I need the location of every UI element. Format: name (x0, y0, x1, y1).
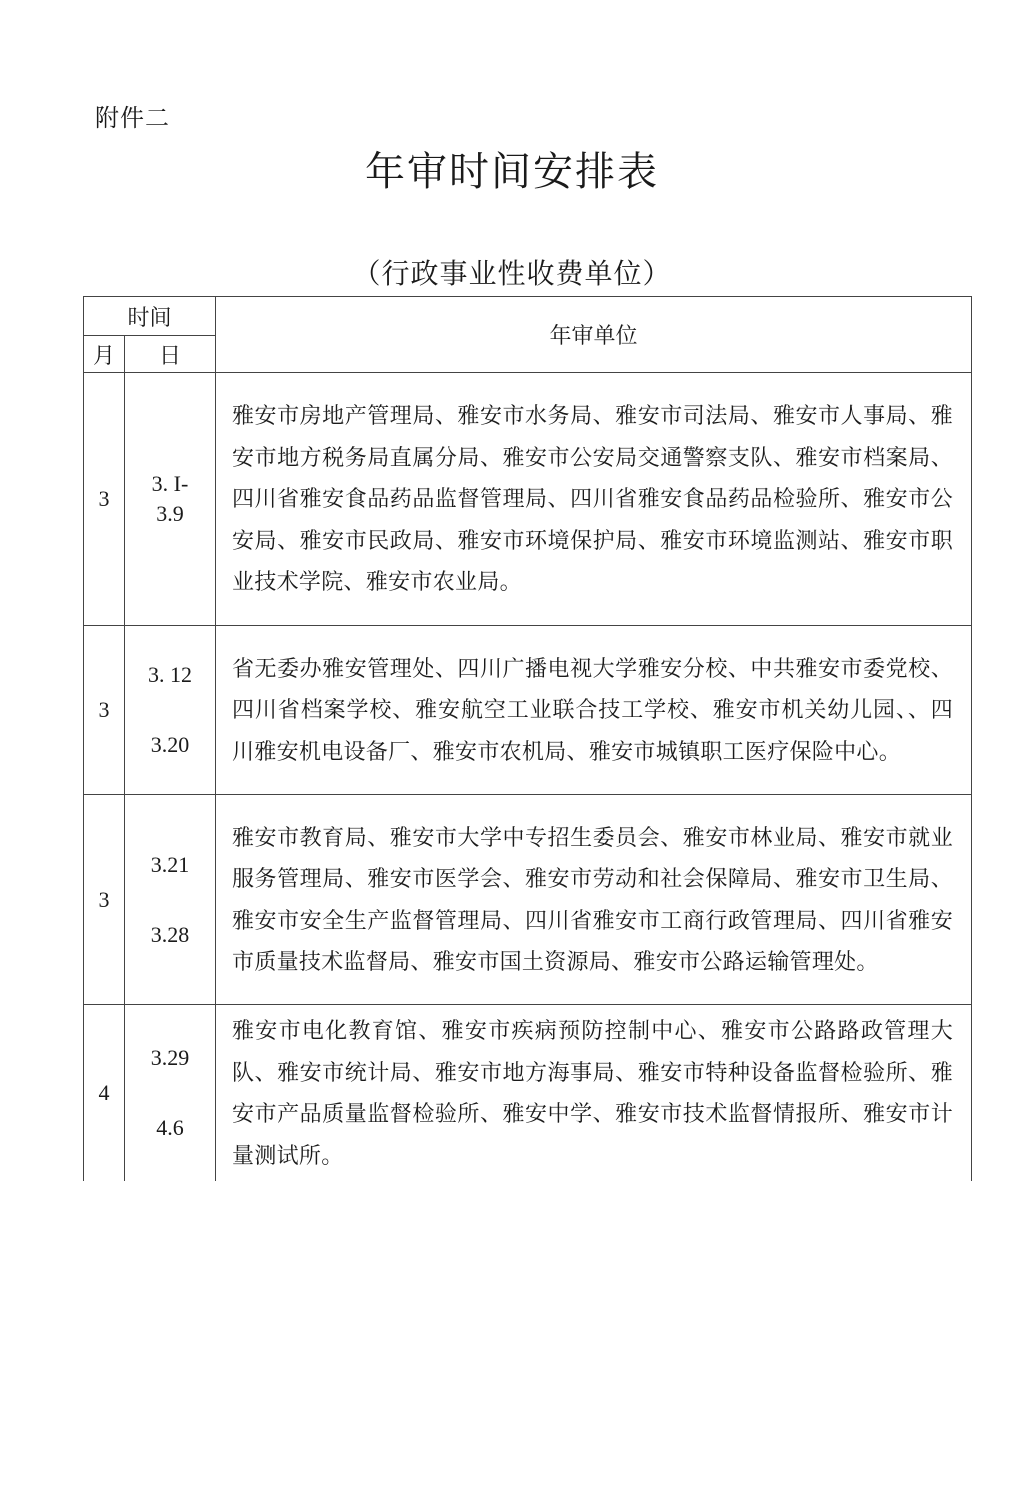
row-day (125, 1005, 216, 1182)
row-day (125, 795, 216, 1005)
table-row (84, 373, 972, 626)
day-end: 4.6 (156, 1115, 184, 1140)
row-day (125, 373, 216, 626)
day-start: 3. I- (151, 471, 189, 496)
row-units: 雅安市电化教育馆、雅安市疾病预防控制中心、雅安市公路路政管理大队、雅安市统计局、雅安市地方海事局、雅安市特种设备监督检验所、雅安市产品质量监督检验所、雅安中学、雅安市技术监督情报所、雅安市计量测试所。 (216, 1005, 972, 1182)
table-row (84, 1005, 972, 1182)
day-end: 3.9 (156, 501, 184, 526)
row-month: 3 (84, 373, 125, 626)
header-day: 日 (125, 336, 216, 373)
row-month: 4 (84, 1005, 125, 1182)
page-subtitle: （行政事业性收费单位） (352, 257, 672, 290)
day-end: 3.28 (150, 921, 190, 947)
page-title: 年审时间安排表 (365, 149, 659, 195)
schedule-table (83, 296, 972, 1181)
day-start: 3.21 (150, 851, 190, 877)
row-month: 3 (84, 795, 125, 1005)
day-end: 3.20 (150, 732, 190, 757)
table-header-row (84, 297, 972, 336)
header-month: 月 (84, 336, 125, 373)
row-day (125, 626, 216, 795)
table-row (84, 795, 972, 1005)
row-units: 雅安市房地产管理局、雅安市水务局、雅安市司法局、雅安市人事局、雅安市地方税务局直属分局、雅安市公安局交通警察支队、雅安市档案局、四川省雅安食品药品监督管理局、四川省雅安食品药品检验所、雅安市公安局、雅安市民政局、雅安市环境保护局、雅安市环境监测站、雅安市职业技术学院、雅安市农业局。 (216, 373, 972, 626)
day-start: 3. 12 (148, 662, 192, 687)
row-month: 3 (84, 626, 125, 795)
header-units: 年审单位 (216, 297, 972, 373)
header-time: 时间 (84, 297, 216, 336)
day-start: 3.29 (150, 1045, 190, 1070)
attachment-label: 附件二 (95, 104, 170, 132)
table-row (84, 626, 972, 795)
row-units: 雅安市教育局、雅安市大学中专招生委员会、雅安市林业局、雅安市就业服务管理局、雅安市医学会、雅安市劳动和社会保障局、雅安市卫生局、雅安市安全生产监督管理局、四川省雅安市工商行政管理局、四川省雅安市质量技术监督局、雅安市国土资源局、雅安市公路运输管理处。 (216, 795, 972, 1005)
row-units: 省无委办雅安管理处、四川广播电视大学雅安分校、中共雅安市委党校、四川省档案学校、雅安航空工业联合技工学校、雅安市机关幼儿园、、四川雅安机电设备厂、雅安市农机局、雅安市城镇职工医疗保险中心。 (216, 626, 972, 795)
